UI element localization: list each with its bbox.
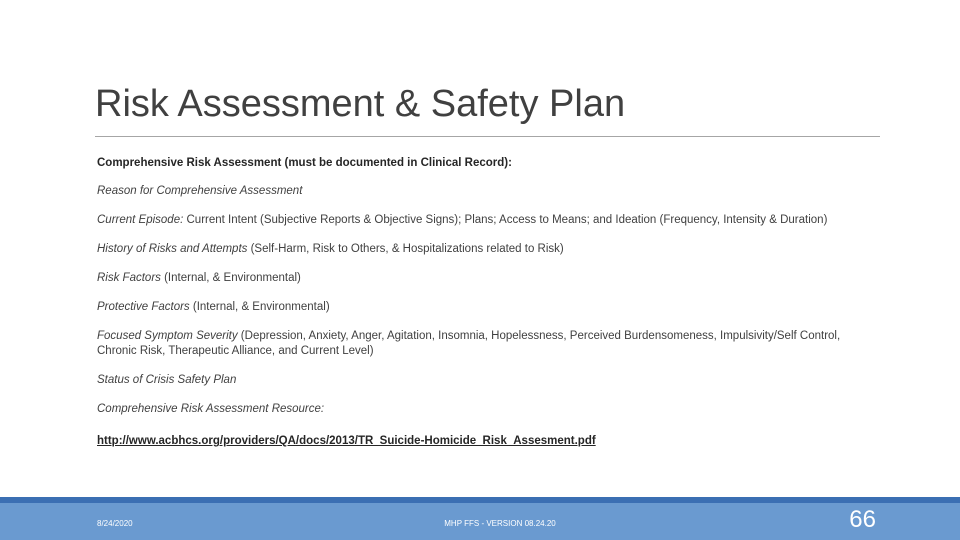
list-item-reason	[97, 184, 862, 199]
list-item-symptom-severity	[97, 329, 862, 359]
slide-content	[97, 156, 862, 449]
item-label: History of Risks and Attempts	[97, 243, 248, 255]
slide-title: Risk Assessment & Safety Plan	[95, 83, 626, 125]
list-item-protective-factors	[97, 300, 862, 315]
footer-date: 8/24/2020	[97, 519, 133, 528]
list-item-resource	[97, 402, 862, 417]
list-item-risk-factors	[97, 271, 862, 286]
item-detail: (Internal, & Environmental)	[160, 272, 301, 284]
footer-version: MHP FFS - VERSION 08.24.20	[444, 519, 556, 528]
list-item-history	[97, 242, 862, 257]
list-item-safety-plan	[97, 373, 862, 388]
item-detail: (Depression, Anxiety, Anger, Agitation, Insomnia, Hopelessness, Perceived Burdensomeness, Impulsivity/Self Control, Chronic Risk, Therapeutic Alliance, and Current Level)	[97, 330, 841, 357]
item-detail: (Internal, & Environmental)	[189, 301, 330, 313]
list-item-current-episode	[97, 213, 862, 228]
item-label: Focused Symptom Severity	[97, 330, 238, 342]
item-label: Comprehensive Risk Assessment Resource:	[97, 403, 325, 415]
footer-stripe	[0, 497, 960, 503]
resource-link[interactable]: http://www.acbhcs.org/providers/QA/docs/2013/TR_Suicide-Homicide_Risk_Assesment.pdf	[97, 435, 596, 447]
page-number: 66	[849, 506, 876, 533]
item-label: Reason for Comprehensive Assessment	[97, 185, 303, 197]
item-label: Current Episode:	[97, 214, 184, 226]
item-label: Status of Crisis Safety Plan	[97, 374, 237, 386]
item-detail: (Self-Harm, Risk to Others, & Hospitalizations related to Risk)	[247, 243, 564, 255]
item-label: Protective Factors	[97, 301, 190, 313]
item-detail: Current Intent (Subjective Reports & Objective Signs); Plans; Access to Means; and Ideation (Frequency, Intensity & Duration)	[183, 214, 828, 226]
item-label: Risk Factors	[97, 272, 161, 284]
title-divider	[95, 136, 880, 137]
section-heading: Comprehensive Risk Assessment (must be documented in Clinical Record):	[97, 157, 512, 169]
